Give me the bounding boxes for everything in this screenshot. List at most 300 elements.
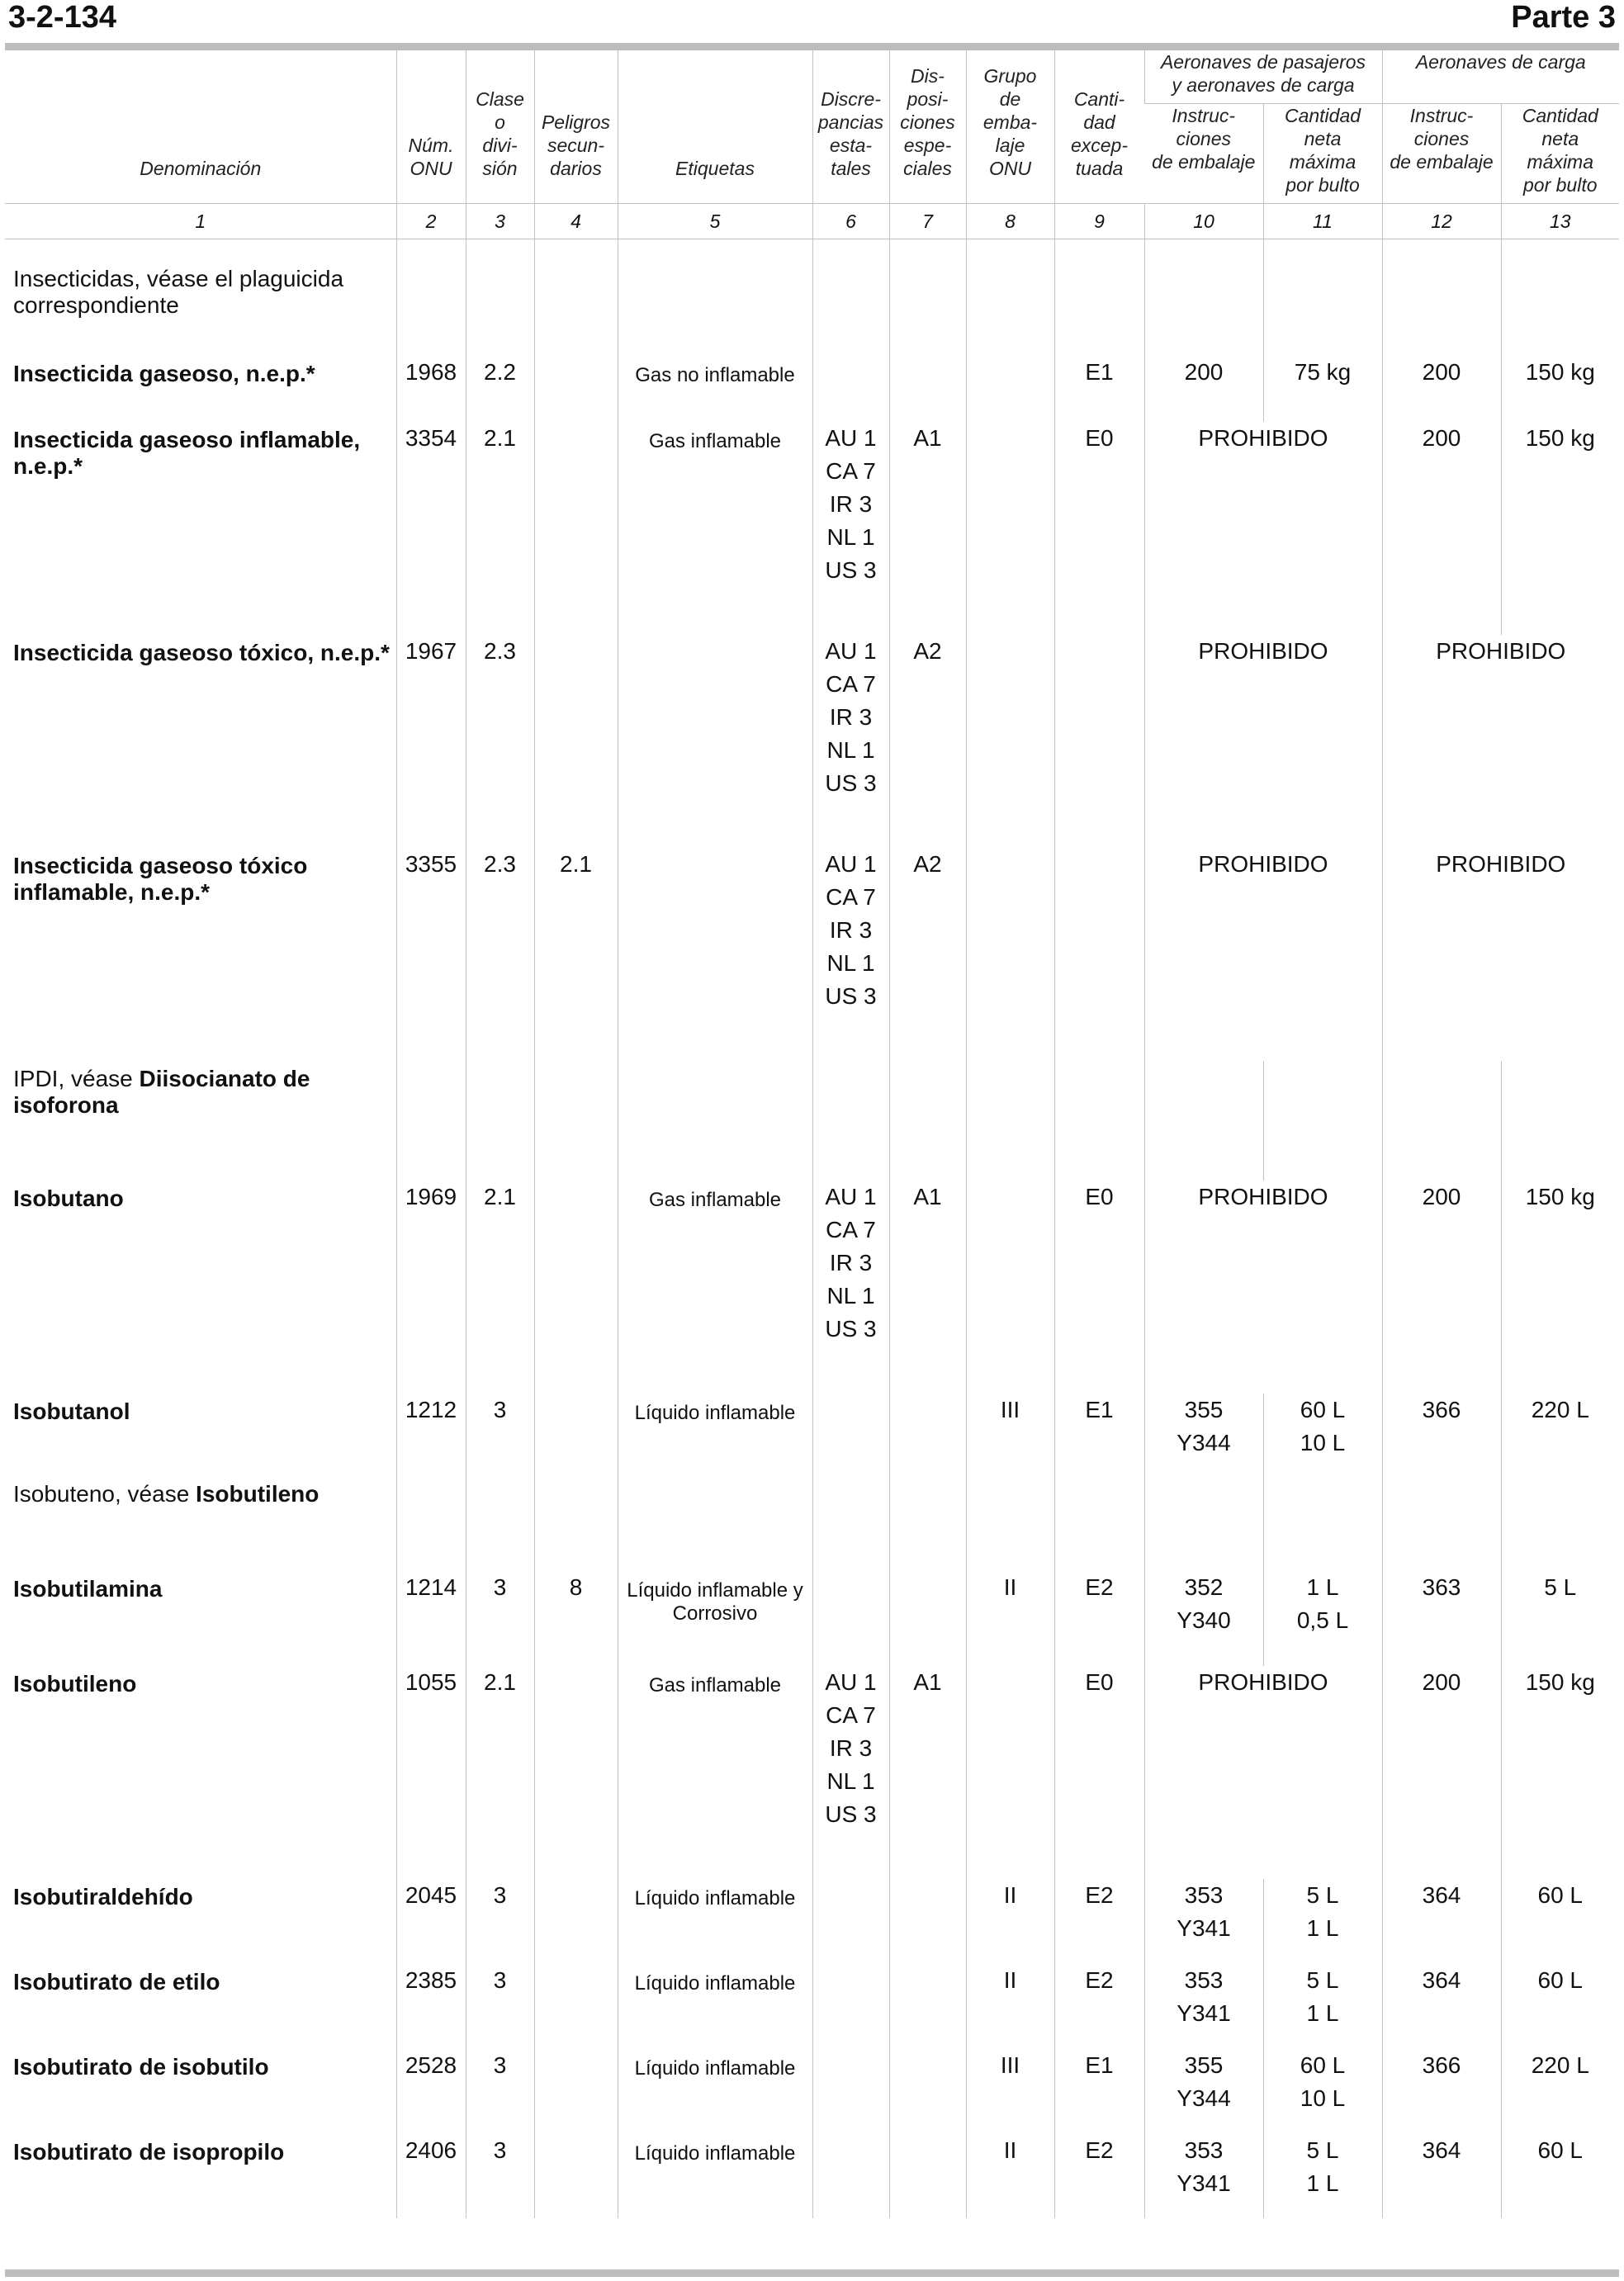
- cargo-packing-instruction: [1382, 1181, 1501, 1394]
- hazard-label: Líquido inflamable: [618, 1394, 812, 1476]
- class-division: 2.3: [466, 848, 534, 1061]
- subsidiary-hazard: [534, 261, 618, 356]
- table-row: [5, 261, 1619, 356]
- class-division: 3: [466, 1394, 534, 1476]
- header-cargo-aircraft: Aeronaves de carga: [1382, 50, 1619, 104]
- special-provision: [889, 1964, 966, 2049]
- class-division: 3: [466, 1879, 534, 1964]
- un-number: [396, 1061, 466, 1181]
- cargo-packing-instruction: [1382, 261, 1501, 356]
- hazard-label: Gas inflamable: [618, 1181, 812, 1394]
- entry-name-text: Isobutiraldehído: [13, 1884, 193, 1910]
- subsidiary-hazard: [534, 356, 618, 422]
- entry-name: [5, 356, 396, 422]
- packing-group: III: [966, 1394, 1054, 1476]
- table-row: [5, 1666, 1619, 1879]
- pax-packing-instruction-value: Y340: [1177, 1607, 1231, 1633]
- special-provision: A1: [889, 422, 966, 635]
- pax-packing-instruction-value: 200: [1184, 359, 1224, 385]
- special-provision: [889, 1571, 966, 1666]
- excepted-quantity: [1054, 1476, 1144, 1571]
- column-number: 4: [534, 204, 618, 239]
- part-title: Parte 3: [1511, 0, 1616, 35]
- cargo-prohibited: PROHIBIDO: [1382, 848, 1619, 1061]
- packing-group: [966, 1181, 1054, 1394]
- subsidiary-hazard: [534, 635, 618, 848]
- header-pax-packing-instruction: Instruc- ciones de embalaje: [1152, 105, 1256, 173]
- cargo-max-quantity: [1501, 2134, 1619, 2218]
- pax-max-quantity-value: 1 L: [1306, 1574, 1339, 1600]
- cargo-packing-instruction-value: 200: [1422, 359, 1461, 385]
- excepted-quantity: [1054, 848, 1144, 1061]
- top-rule: [5, 43, 1619, 50]
- subsidiary-hazard: [534, 2134, 618, 2218]
- hazard-label: Gas inflamable: [618, 1666, 812, 1879]
- header-excepted-quantity: Canti- dad excep- tuada: [1054, 50, 1144, 204]
- hazard-label: [618, 848, 812, 1061]
- un-number: 1969: [396, 1181, 466, 1394]
- table-row: [5, 1964, 1619, 2049]
- subsidiary-hazard: [534, 1061, 618, 1181]
- pax-max-quantity-value: 10 L: [1300, 2085, 1346, 2111]
- pax-max-quantity: [1263, 1476, 1382, 1571]
- pax-max-quantity-value: 0,5 L: [1296, 1607, 1349, 1633]
- excepted-quantity: E2: [1054, 1964, 1144, 2049]
- state-variation: CA 7: [826, 458, 876, 484]
- cargo-max-quantity: [1501, 422, 1619, 635]
- column-number: 9: [1054, 204, 1144, 239]
- header-name: Denominación: [140, 158, 262, 179]
- subsidiary-hazard: [534, 422, 618, 635]
- cargo-packing-instruction-value: 200: [1422, 425, 1461, 451]
- cargo-packing-instruction-value: 366: [1422, 1397, 1461, 1422]
- excepted-quantity: [1054, 261, 1144, 356]
- page-header: [8, 0, 1616, 38]
- pax-packing-instruction: [1144, 1476, 1263, 1571]
- table-row: [5, 2049, 1619, 2134]
- state-variation: US 3: [825, 1801, 877, 1827]
- hazard-label: [618, 635, 812, 848]
- subsidiary-hazard: [534, 1181, 618, 1394]
- pax-packing-instruction: [1144, 1571, 1263, 1666]
- state-variation: AU 1: [825, 1669, 877, 1695]
- subsidiary-hazard: [534, 1476, 618, 1571]
- cargo-max-quantity-value: 150 kg: [1525, 1669, 1595, 1695]
- entry-name-text: IPDI, véase: [13, 1066, 140, 1091]
- state-variation: IR 3: [829, 491, 873, 517]
- cargo-max-quantity: [1501, 1879, 1619, 1964]
- pax-max-quantity: [1263, 261, 1382, 356]
- table-row: [5, 1571, 1619, 1666]
- entry-name: [5, 261, 396, 356]
- hazard-label: Líquido inflamable: [618, 1879, 812, 1964]
- cargo-packing-instruction-value: 363: [1422, 1574, 1461, 1600]
- cargo-max-quantity: [1501, 1571, 1619, 1666]
- state-variation: NL 1: [826, 524, 875, 550]
- packing-group: II: [966, 2134, 1054, 2218]
- pax-max-quantity-value: 60 L: [1300, 2052, 1346, 2078]
- special-provision: A2: [889, 848, 966, 1061]
- subsidiary-hazard: 8: [534, 1571, 618, 1666]
- state-variation: AU 1: [825, 1184, 877, 1209]
- hazard-label: Líquido inflamable: [618, 1964, 812, 2049]
- entry-name: [5, 1061, 396, 1181]
- pax-max-quantity-value: 10 L: [1300, 1430, 1346, 1455]
- hazard-label: [618, 261, 812, 356]
- pax-max-quantity-value: 1 L: [1306, 2170, 1339, 2196]
- special-provision: A1: [889, 1666, 966, 1879]
- pax-packing-instruction-value: 355: [1184, 2052, 1224, 2078]
- pax-packing-instruction-value: Y341: [1177, 2000, 1231, 2026]
- special-provision: [889, 356, 966, 422]
- cargo-packing-instruction: [1382, 1394, 1501, 1476]
- entry-name: [5, 1879, 396, 1964]
- pax-packing-instruction-value: 353: [1184, 2137, 1224, 2163]
- entry-name: [5, 635, 396, 848]
- cargo-max-quantity-value: 60 L: [1537, 2137, 1583, 2163]
- state-variations: [812, 1394, 889, 1476]
- entry-name: [5, 848, 396, 1061]
- pax-packing-instruction-value: Y344: [1177, 2085, 1231, 2111]
- hazard-label: [618, 1476, 812, 1571]
- hazard-label: [618, 1061, 812, 1181]
- entry-name-text: Isobutanol: [13, 1398, 130, 1424]
- pax-packing-instruction: [1144, 2134, 1263, 2218]
- pax-packing-instruction: [1144, 261, 1263, 356]
- packing-group: II: [966, 1879, 1054, 1964]
- cargo-packing-instruction: [1382, 1061, 1501, 1181]
- pax-packing-instruction: [1144, 1061, 1263, 1181]
- pax-max-quantity: [1263, 1571, 1382, 1666]
- un-number: 1214: [396, 1571, 466, 1666]
- header-pax-max-quantity: Cantidad neta máxima por bulto: [1263, 104, 1382, 204]
- entry-name-text: Isobuteno, véase: [13, 1481, 196, 1507]
- special-provision: [889, 1879, 966, 1964]
- cargo-packing-instruction: [1382, 422, 1501, 635]
- excepted-quantity: E2: [1054, 2134, 1144, 2218]
- entry-name-text: Isobutirato de isopropilo: [13, 2139, 285, 2165]
- state-variations: [812, 422, 889, 635]
- subsidiary-hazard: [534, 1879, 618, 1964]
- state-variation: US 3: [825, 770, 877, 796]
- cargo-max-quantity-value: 150 kg: [1525, 425, 1595, 451]
- pax-packing-instruction: [1144, 356, 1263, 422]
- packing-group: [966, 848, 1054, 1061]
- excepted-quantity: E1: [1054, 2049, 1144, 2134]
- cargo-packing-instruction-value: 366: [1422, 2052, 1461, 2078]
- state-variation: NL 1: [826, 950, 875, 976]
- pax-packing-instruction-value: 355: [1184, 1397, 1224, 1422]
- state-variation: US 3: [825, 1316, 877, 1342]
- entry-name-text: Isobutileno: [196, 1481, 320, 1507]
- pax-prohibited: PROHIBIDO: [1144, 848, 1382, 1061]
- state-variation: CA 7: [826, 1702, 876, 1728]
- special-provision: [889, 2134, 966, 2218]
- un-number: [396, 1476, 466, 1571]
- cargo-max-quantity-value: 150 kg: [1525, 1184, 1595, 1209]
- pax-packing-instruction-value: Y341: [1177, 1915, 1231, 1941]
- cargo-packing-instruction-value: 364: [1422, 1967, 1461, 1993]
- entry-name-text: Isobutirato de isobutilo: [13, 2054, 269, 2080]
- class-division: 2.2: [466, 356, 534, 422]
- cargo-packing-instruction: [1382, 1879, 1501, 1964]
- entry-name-text: Insecticida gaseoso inflamable, n.e.p.*: [13, 427, 361, 479]
- state-variation: CA 7: [826, 1217, 876, 1242]
- state-variation: AU 1: [825, 851, 877, 877]
- state-variations: [812, 1476, 889, 1571]
- subsidiary-hazard: [534, 1964, 618, 2049]
- state-variations: [812, 848, 889, 1061]
- special-provision: [889, 2049, 966, 2134]
- state-variations: [812, 1879, 889, 1964]
- header-cargo-packing-instruction: Instruc- ciones de embalaje: [1382, 104, 1501, 204]
- cargo-packing-instruction: [1382, 2134, 1501, 2218]
- header-packing-group: Grupo de emba- laje ONU: [966, 50, 1054, 204]
- pax-max-quantity-value: 5 L: [1306, 1882, 1339, 1908]
- state-variations: [812, 1061, 889, 1181]
- cargo-max-quantity: [1501, 1666, 1619, 1879]
- packing-group: [966, 1476, 1054, 1571]
- cargo-packing-instruction-value: 200: [1422, 1669, 1461, 1695]
- pax-packing-instruction-value: Y344: [1177, 1430, 1231, 1455]
- hazard-label: Líquido inflamable: [618, 2049, 812, 2134]
- excepted-quantity: E1: [1054, 1394, 1144, 1476]
- packing-group: [966, 1061, 1054, 1181]
- entry-name: [5, 1964, 396, 2049]
- pax-max-quantity-value: 75 kg: [1294, 359, 1352, 385]
- state-variation: NL 1: [826, 737, 875, 763]
- entry-name: [5, 1394, 396, 1476]
- header-state-variations: Discre- pancias esta- tales: [812, 50, 889, 204]
- state-variations: [812, 261, 889, 356]
- un-number: 3355: [396, 848, 466, 1061]
- pax-packing-instruction: [1144, 1879, 1263, 1964]
- page-number: 3-2-134: [8, 0, 116, 35]
- packing-group: [966, 261, 1054, 356]
- cargo-packing-instruction: [1382, 1476, 1501, 1571]
- pax-packing-instruction-value: 353: [1184, 1967, 1224, 1993]
- pax-packing-instruction: [1144, 1394, 1263, 1476]
- header-special-provisions: Dis- posi- ciones espe- ciales: [889, 50, 966, 204]
- pax-max-quantity-value: 5 L: [1306, 2137, 1339, 2163]
- special-provision: [889, 1476, 966, 1571]
- cargo-max-quantity-value: 220 L: [1531, 1397, 1589, 1422]
- header-class: Clase o divi- sión: [466, 50, 534, 204]
- cargo-max-quantity-value: 60 L: [1537, 1882, 1583, 1908]
- state-variations: [812, 2134, 889, 2218]
- excepted-quantity: E1: [1054, 356, 1144, 422]
- excepted-quantity: E0: [1054, 1181, 1144, 1394]
- un-number: 1968: [396, 356, 466, 422]
- pax-max-quantity: [1263, 356, 1382, 422]
- cargo-max-quantity-value: 220 L: [1531, 2052, 1589, 2078]
- un-number: 3354: [396, 422, 466, 635]
- subsidiary-hazard: 2.1: [534, 848, 618, 1061]
- header-subsidiary-hazards: Peligros secun- darios: [534, 50, 618, 204]
- hazard-label: Líquido inflamable: [618, 2134, 812, 2218]
- excepted-quantity: [1054, 1061, 1144, 1181]
- pax-max-quantity-value: 60 L: [1300, 1397, 1346, 1422]
- subsidiary-hazard: [534, 1666, 618, 1879]
- header-un-number: Núm. ONU: [396, 50, 466, 204]
- cargo-packing-instruction: [1382, 2049, 1501, 2134]
- column-number: 12: [1382, 204, 1501, 239]
- table-row: [5, 848, 1619, 1061]
- state-variation: US 3: [825, 557, 877, 583]
- state-variation: IR 3: [829, 1735, 873, 1761]
- entry-name-text: Isobutirato de etilo: [13, 1969, 220, 1995]
- excepted-quantity: E0: [1054, 422, 1144, 635]
- pax-packing-instruction-value: 352: [1184, 1574, 1224, 1600]
- column-number: 7: [889, 204, 966, 239]
- entry-name-text: Insecticidas, véase el plaguicida correspondiente: [13, 266, 344, 318]
- packing-group: [966, 422, 1054, 635]
- cargo-packing-instruction: [1382, 1964, 1501, 2049]
- pax-prohibited: PROHIBIDO: [1144, 1666, 1382, 1879]
- pax-max-quantity: [1263, 2134, 1382, 2218]
- header-cargo-max-quantity: Cantidad neta máxima por bulto: [1501, 104, 1619, 204]
- state-variation: US 3: [825, 983, 877, 1009]
- state-variations: [812, 356, 889, 422]
- entry-name: [5, 1666, 396, 1879]
- packing-group: III: [966, 2049, 1054, 2134]
- state-variations: [812, 635, 889, 848]
- header-labels: Etiquetas: [618, 50, 812, 204]
- subsidiary-hazard: [534, 2049, 618, 2134]
- class-division: [466, 261, 534, 356]
- entry-name: [5, 2049, 396, 2134]
- column-number: 10: [1144, 204, 1263, 239]
- cargo-max-quantity-value: 5 L: [1544, 1574, 1577, 1600]
- packing-group: [966, 1666, 1054, 1879]
- table-row: [5, 1879, 1619, 1964]
- state-variations: [812, 1571, 889, 1666]
- special-provision: A1: [889, 1181, 966, 1394]
- excepted-quantity: [1054, 635, 1144, 848]
- cargo-max-quantity-value: 150 kg: [1525, 359, 1595, 385]
- bottom-rule: [5, 2269, 1619, 2277]
- cargo-prohibited: PROHIBIDO: [1382, 635, 1619, 848]
- un-number: [396, 261, 466, 356]
- cargo-max-quantity: [1501, 1181, 1619, 1394]
- entry-name: [5, 1181, 396, 1394]
- cargo-max-quantity-value: 60 L: [1537, 1967, 1583, 1993]
- table-row: [5, 635, 1619, 848]
- pax-prohibited: PROHIBIDO: [1144, 422, 1382, 635]
- hazard-label: Líquido inflamable y Corrosivo: [618, 1571, 812, 1666]
- special-provision: A2: [889, 635, 966, 848]
- table-row: [5, 356, 1619, 422]
- pax-max-quantity: [1263, 1879, 1382, 1964]
- pax-prohibited: PROHIBIDO: [1144, 1181, 1382, 1394]
- state-variations: [812, 1666, 889, 1879]
- pax-prohibited: PROHIBIDO: [1144, 635, 1382, 848]
- column-number: 1: [5, 204, 396, 239]
- cargo-max-quantity: [1501, 1061, 1619, 1181]
- state-variations: [812, 1181, 889, 1394]
- entry-name-text: Insecticida gaseoso tóxico inflamable, n.e.p.*: [13, 853, 308, 905]
- class-division: 2.1: [466, 1666, 534, 1879]
- pax-packing-instruction-value: 353: [1184, 1882, 1224, 1908]
- entry-name-text: Insecticida gaseoso, n.e.p.*: [13, 361, 315, 386]
- cargo-packing-instruction: [1382, 1666, 1501, 1879]
- un-number: 2528: [396, 2049, 466, 2134]
- class-division: [466, 1061, 534, 1181]
- cargo-packing-instruction: [1382, 356, 1501, 422]
- state-variation: AU 1: [825, 638, 877, 664]
- entry-name-text: Insecticida gaseoso tóxico, n.e.p.*: [13, 640, 390, 665]
- pax-max-quantity: [1263, 1394, 1382, 1476]
- entry-name-text: Isobutileno: [13, 1671, 137, 1697]
- class-division: 3: [466, 2049, 534, 2134]
- class-division: 3: [466, 2134, 534, 2218]
- pax-max-quantity: [1263, 1964, 1382, 2049]
- state-variation: NL 1: [826, 1768, 875, 1794]
- pax-max-quantity: [1263, 2049, 1382, 2134]
- pax-max-quantity: [1263, 1061, 1382, 1181]
- state-variation: CA 7: [826, 884, 876, 910]
- packing-group: II: [966, 1964, 1054, 2049]
- table-row: [5, 2134, 1619, 2218]
- table-row: [5, 1061, 1619, 1181]
- table-row: [5, 1181, 1619, 1394]
- class-division: [466, 1476, 534, 1571]
- class-division: 3: [466, 1964, 534, 2049]
- cargo-packing-instruction-value: 364: [1422, 2137, 1461, 2163]
- state-variation: IR 3: [829, 1250, 873, 1275]
- header-passenger-cargo-aircraft: Aeronaves de pasajeros y aeronaves de carga: [1144, 50, 1382, 104]
- packing-group: II: [966, 1571, 1054, 1666]
- cargo-packing-instruction: [1382, 1571, 1501, 1666]
- state-variation: AU 1: [825, 425, 877, 451]
- special-provision: [889, 1061, 966, 1181]
- class-division: 2.1: [466, 1181, 534, 1394]
- un-number: 2385: [396, 1964, 466, 2049]
- class-division: 2.1: [466, 422, 534, 635]
- state-variation: IR 3: [829, 917, 873, 943]
- table-row: [5, 1394, 1619, 1476]
- cargo-max-quantity: [1501, 1964, 1619, 2049]
- hazard-label: Gas inflamable: [618, 422, 812, 635]
- pax-max-quantity-value: 1 L: [1306, 2000, 1339, 2026]
- excepted-quantity: E0: [1054, 1666, 1144, 1879]
- cargo-max-quantity: [1501, 2049, 1619, 2134]
- un-number: 1055: [396, 1666, 466, 1879]
- entry-name-text: Isobutilamina: [13, 1576, 163, 1602]
- excepted-quantity: E2: [1054, 1879, 1144, 1964]
- state-variation: CA 7: [826, 671, 876, 697]
- column-number: 11: [1263, 204, 1382, 239]
- column-number-row: [5, 204, 1619, 239]
- column-number: 8: [966, 204, 1054, 239]
- un-number: 1212: [396, 1394, 466, 1476]
- column-number: 3: [466, 204, 534, 239]
- pax-max-quantity-value: 1 L: [1306, 1915, 1339, 1941]
- column-number: 6: [812, 204, 889, 239]
- entry-name: [5, 422, 396, 635]
- cargo-max-quantity: [1501, 261, 1619, 356]
- state-variations: [812, 1964, 889, 2049]
- column-number: 13: [1501, 204, 1619, 239]
- special-provision: [889, 261, 966, 356]
- table-row: [5, 1476, 1619, 1571]
- cargo-packing-instruction-value: 364: [1422, 1882, 1461, 1908]
- un-number: 1967: [396, 635, 466, 848]
- packing-group: [966, 356, 1054, 422]
- class-division: 3: [466, 1571, 534, 1666]
- state-variations: [812, 2049, 889, 2134]
- column-number: 5: [618, 204, 812, 239]
